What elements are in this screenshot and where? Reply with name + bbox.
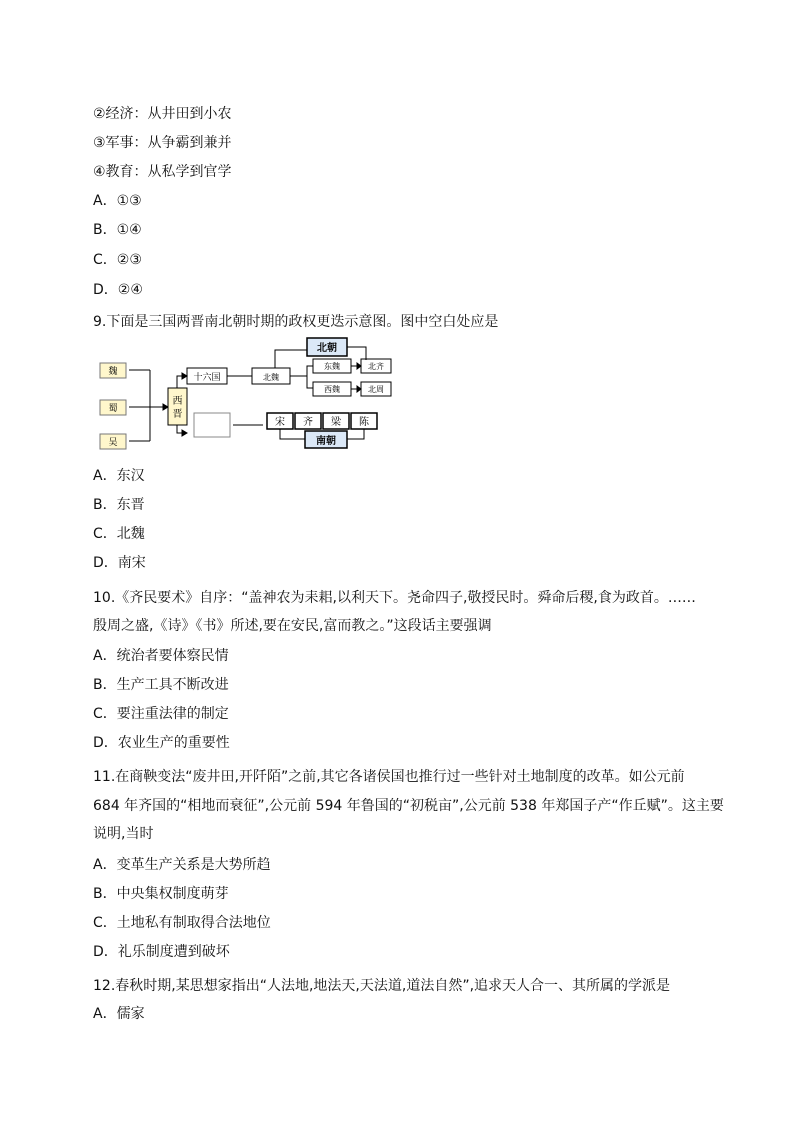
beiqi-label: 北齐 bbox=[368, 362, 384, 371]
regime-change-diagram bbox=[95, 333, 395, 455]
q9-option-d: D．南宋 bbox=[93, 555, 146, 571]
q8-option-b: B．①④ bbox=[93, 222, 142, 238]
q12-option-a: A．儒家 bbox=[93, 1006, 145, 1022]
beichao-label: 北朝 bbox=[317, 343, 337, 354]
q10-stem-line2: 殷周之盛,《诗》《书》所述,要在安民,富而教之。”这段话主要强调 bbox=[93, 618, 492, 634]
qi-label: 齐 bbox=[303, 417, 313, 428]
q8-item-4: ④教育：从私学到官学 bbox=[93, 164, 232, 180]
blank-answer-box bbox=[194, 413, 230, 437]
q8-option-c: C．②③ bbox=[93, 252, 142, 268]
q10-option-c: C．要注重法律的制定 bbox=[93, 706, 229, 722]
wei-label: 魏 bbox=[108, 367, 118, 377]
q12-stem: 12.春秋时期,某思想家指出“人法地,地法天,天法道,道法自然”,追求天人合一、其所属的学派是 bbox=[93, 978, 671, 994]
q11-stem-line2: 684 年齐国的“相地而衰征”,公元前 594 年鲁国的“初税亩”,公元前 538 年郑国子产“作丘赋”。这主要 bbox=[93, 798, 724, 814]
q8-option-d: D．②④ bbox=[93, 282, 143, 298]
q8-item-3: ③军事：从争霸到兼并 bbox=[93, 135, 232, 151]
beizhou-label: 北周 bbox=[368, 385, 384, 394]
q11-stem-line3: 说明,当时 bbox=[93, 826, 154, 842]
q10-option-b: B．生产工具不断改进 bbox=[93, 677, 229, 693]
q11-option-c: C．土地私有制取得合法地位 bbox=[93, 915, 271, 931]
nanchao-label: 南朝 bbox=[316, 436, 336, 447]
liang-label: 梁 bbox=[331, 417, 341, 428]
q9-option-b: B．东晋 bbox=[93, 497, 145, 513]
xiwei-label: 西魏 bbox=[324, 385, 340, 394]
shu-label: 蜀 bbox=[108, 404, 118, 414]
q8-option-a: A．①③ bbox=[93, 193, 142, 209]
q10-stem-line1: 10.《齐民要术》自序：“盖神农为耒耜,以利天下。尧命四子,敬授民时。舜命后稷,食为政首。…… bbox=[93, 590, 696, 606]
wu-label: 吴 bbox=[108, 438, 118, 448]
q8-item-2: ②经济：从井田到小农 bbox=[93, 106, 232, 122]
sixteen-label: 十六国 bbox=[193, 373, 221, 383]
q11-option-a: A．变革生产关系是大势所趋 bbox=[93, 857, 271, 873]
q10-option-d: D．农业生产的重要性 bbox=[93, 735, 230, 751]
dongwei-label: 东魏 bbox=[324, 362, 340, 371]
song-label: 宋 bbox=[275, 417, 285, 428]
q9-stem: 9.下面是三国两晋南北朝时期的政权更迭示意图。图中空白处应是 bbox=[93, 314, 499, 330]
q11-option-b: B．中央集权制度萌芽 bbox=[93, 886, 229, 902]
xijin-label-2: 晋 bbox=[172, 409, 183, 420]
chen-label: 陈 bbox=[359, 417, 369, 428]
q9-option-a: A．东汉 bbox=[93, 468, 145, 484]
q11-stem-line1: 11.在商鞅变法“废井田,开阡陌”之前,其它各诸侯国也推行过一些针对土地制度的改革。如公元前 bbox=[93, 769, 685, 785]
q10-option-a: A．统治者要体察民情 bbox=[93, 648, 229, 664]
q9-option-c: C．北魏 bbox=[93, 526, 145, 542]
q11-option-d: D．礼乐制度遭到破坏 bbox=[93, 944, 230, 960]
beiwei-label: 北魏 bbox=[263, 373, 279, 382]
xijin-label-1: 西 bbox=[172, 396, 183, 407]
